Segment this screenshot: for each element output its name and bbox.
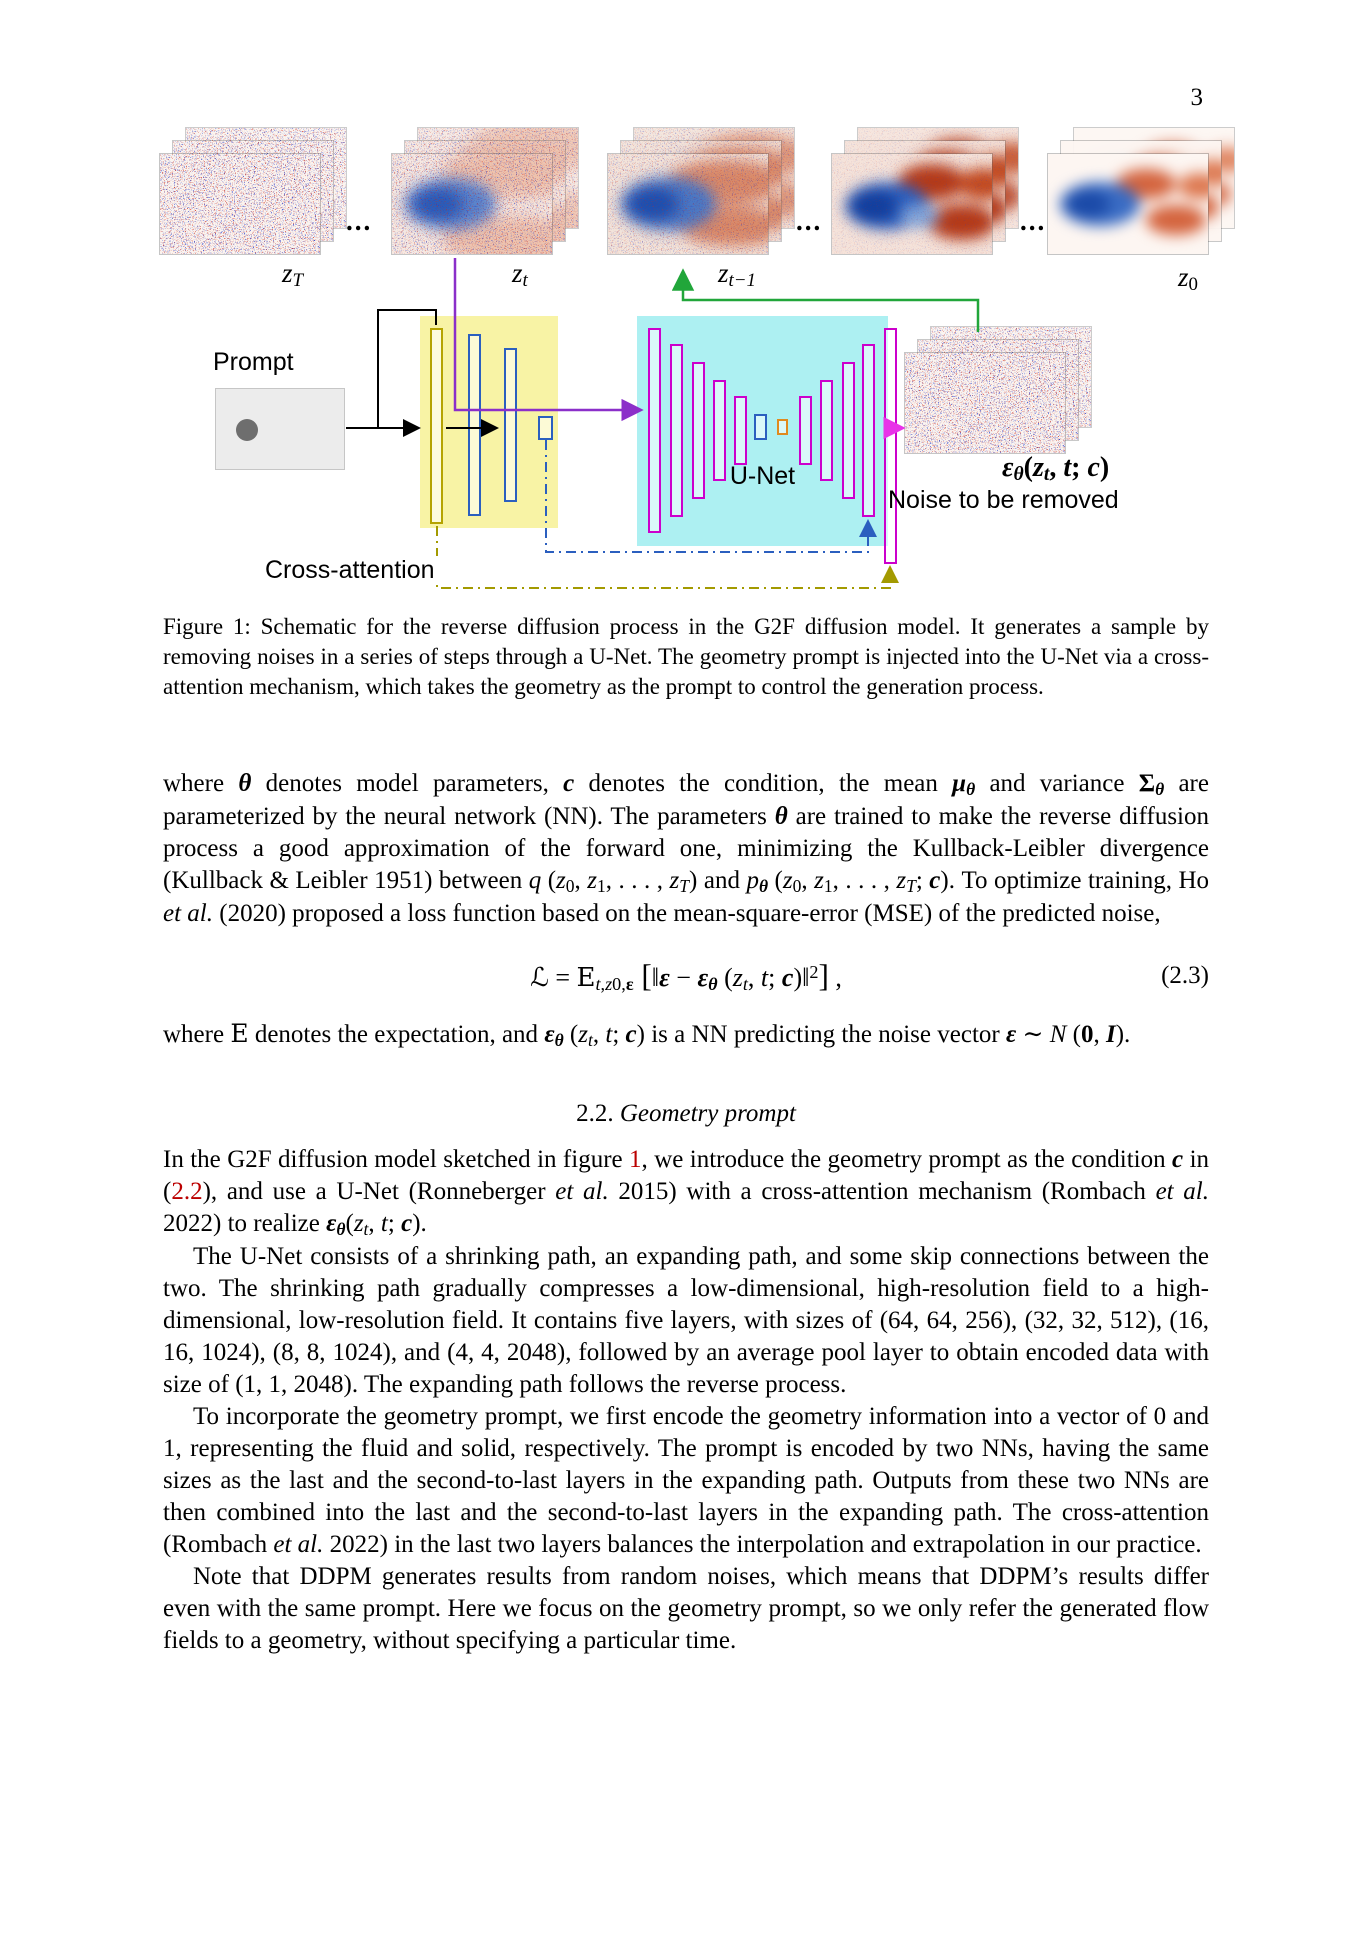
text-segment: p — [746, 867, 759, 894]
paragraph-geometry-prompt-intro — [163, 1144, 1209, 1241]
text-segment: E — [230, 1019, 249, 1048]
paragraph-unet-structure — [163, 1241, 1209, 1401]
article-content — [163, 0, 1209, 1657]
cross-attention-label: Cross-attention — [262, 556, 438, 585]
text-segment: ε — [659, 963, 670, 992]
text-segment: z — [669, 867, 680, 894]
text-segment: 2022) in the last two layers balances the interpolation and extrapolation in our practice. — [323, 1531, 1202, 1558]
text-segment: T — [679, 875, 690, 896]
text-segment: (2020) proposed a loss function based on the mean-square-error (MSE) of the predicted noise, — [213, 900, 1161, 927]
text-segment: 1 — [823, 875, 833, 896]
text-segment: ∼ — [1016, 1021, 1050, 1048]
text-segment: θ — [966, 778, 976, 799]
text-segment: Σ — [1138, 770, 1156, 797]
text-segment: are parameterized by the neural network (NN). The parameters — [163, 770, 1209, 830]
text-segment: , — [828, 963, 842, 992]
page-number: 3 — [1190, 84, 1203, 111]
text-segment: z — [353, 1210, 364, 1237]
text-segment: T — [292, 270, 304, 292]
text-segment: z — [896, 867, 907, 894]
text-segment: t — [380, 1210, 388, 1237]
text-segment: − — [669, 963, 698, 992]
text-segment: z — [732, 963, 743, 992]
text-segment: 0 — [565, 875, 575, 896]
text-segment: ; — [1071, 452, 1088, 483]
text-segment: θ — [708, 974, 718, 994]
text-segment: Geometry prompt — [619, 1100, 796, 1127]
text-segment: t — [522, 270, 528, 292]
noise-to-be-removed-label: Noise to be removed — [888, 486, 1119, 514]
text-segment: c — [625, 1021, 637, 1048]
text-segment: ( — [768, 867, 783, 894]
text-segment: ε — [544, 1021, 555, 1048]
text-segment: t — [587, 1029, 593, 1050]
text-segment: denotes model parameters, — [251, 770, 564, 797]
text-segment: ( — [1023, 452, 1033, 483]
text-segment: 2 — [809, 961, 819, 982]
text-segment: θ — [1013, 464, 1024, 486]
equation-2-3 — [163, 958, 1209, 994]
text-segment: θ — [238, 770, 252, 797]
text-segment: z — [814, 867, 824, 894]
text-segment: denotes the expectation, and — [248, 1021, 545, 1048]
text-segment: ‖ — [802, 963, 810, 992]
text-segment: ε — [1005, 1021, 1017, 1048]
text-segment: ] — [818, 958, 829, 993]
text-segment: , we introduce the geometry prompt as the condition — [641, 1146, 1173, 1173]
text-segment: ℒ — [530, 963, 549, 993]
text-segment: c — [781, 963, 794, 992]
text-segment: ). To optimize training, Ho — [940, 867, 1210, 894]
text-segment: , — [801, 867, 815, 894]
text-segment: θ — [758, 875, 769, 896]
text-segment: ( — [541, 867, 557, 894]
text-segment: , — [1093, 1021, 1106, 1048]
section-heading-2-2 — [163, 1100, 1209, 1128]
text-segment: c — [929, 867, 941, 894]
text-segment: z — [1032, 452, 1044, 483]
paragraph-ddpm-note — [163, 1561, 1209, 1657]
text-segment: z — [605, 974, 613, 994]
text-segment: c — [401, 1210, 413, 1237]
text-segment: ). — [412, 1210, 427, 1237]
text-segment: θ — [1155, 778, 1165, 799]
text-segment: T — [906, 875, 916, 896]
text-segment: , — [574, 867, 588, 894]
text-segment: 2022) to realize — [163, 1210, 327, 1237]
text-segment: θ — [336, 1218, 346, 1239]
text-segment: ε — [326, 1210, 337, 1237]
text-segment: 0 — [612, 974, 622, 994]
figure-caption: Figure 1: Schematic for the reverse diffusion process in the G2F diffusion model. It generates a sample by removing noises in a series of steps through a U-Net. The geometry prompt is injected into the U-Net via a cross-attention mechanism, which takes the geometry as the prompt to control the generation process. — [163, 614, 1209, 699]
text-segment: t — [363, 1218, 369, 1239]
internal-link[interactable]: 1 — [629, 1146, 642, 1173]
text-segment: t — [595, 974, 601, 994]
text-segment: et al. — [1155, 1178, 1209, 1205]
text-segment: where — [163, 770, 239, 797]
text-segment: ) is a NN predicting the noise vector — [636, 1021, 1006, 1048]
text-segment: z — [1178, 262, 1189, 292]
text-segment: t — [760, 963, 769, 992]
text-segment: z — [718, 258, 729, 288]
text-segment: , . . . , — [605, 867, 670, 894]
text-segment: θ — [774, 803, 788, 830]
text-segment: ( — [1066, 1021, 1081, 1048]
text-segment: in ( — [163, 1146, 1210, 1205]
text-segment: ; — [612, 1021, 626, 1048]
text-segment: = — [548, 963, 577, 992]
text-segment: , — [747, 963, 761, 992]
text-segment: The U-Net consists of a shrinking path, an expanding path, and some skip connections between the two. The shrinking path gradually compresses a low-dimensional, high-resolution field to a high-dimensional, low-resolution field. It contains five layers, with sizes of (64, 64, 256), (32, 32, 512), (16, 16, 1024), (8, 8, 1024), and (4, 4, 2048), followed by an average pool layer to obtain encoded data with size of (1, 1, 2048). The expanding path follows the reverse process. — [163, 1243, 1209, 1398]
text-segment: ; — [915, 867, 930, 894]
text-segment: z — [782, 867, 793, 894]
text-segment: , — [621, 974, 626, 994]
text-segment: , — [1049, 452, 1064, 483]
text-segment: ( — [563, 1021, 579, 1048]
text-segment: , . . . , — [832, 867, 897, 894]
text-segment: where — [163, 1021, 231, 1048]
text-segment: 2.2. — [576, 1100, 620, 1127]
text-segment: To incorporate the geometry prompt, we first encode the geometry information into a vector of 0 and 1, representing the fluid and solid, respectively. The prompt is encoded by two NNs, having the same sizes as the last and the second-to-last layers in the expanding path. Outputs from these two NNs are then combined into the last and the second-to-last layers in the expanding path. The cross-attention (Rombach — [163, 1403, 1209, 1558]
prompt-label: Prompt — [213, 348, 294, 376]
text-segment: ; — [387, 1210, 402, 1237]
text-segment: z — [512, 258, 523, 288]
text-segment: [ — [633, 958, 652, 993]
text-segment: ) — [793, 963, 803, 992]
text-segment: and variance — [975, 770, 1139, 797]
text-segment: 2015) with a cross-attention mechanism (Rombach — [608, 1178, 1156, 1205]
text-segment: z — [282, 258, 293, 288]
text-segment: , — [368, 1210, 381, 1237]
text-segment: θ — [554, 1029, 564, 1050]
text-segment: ε — [1002, 452, 1014, 483]
text-segment: t — [1063, 452, 1072, 483]
text-segment: 0 — [1080, 1021, 1094, 1048]
text-segment: In the G2F diffusion model sketched in figure — [163, 1146, 630, 1173]
equation-number: (2.3) — [1161, 962, 1209, 989]
text-segment: z — [587, 867, 598, 894]
text-segment: , — [600, 974, 606, 994]
text-segment: t — [605, 1021, 613, 1048]
text-segment: denotes the condition, the mean — [574, 770, 953, 797]
text-segment: ; — [768, 963, 782, 992]
text-segment: 0 — [792, 875, 802, 896]
text-segment: ‖ — [651, 963, 660, 992]
text-segment: μ — [952, 770, 967, 797]
text-segment: I — [1105, 1021, 1116, 1048]
text-segment: z — [556, 867, 566, 894]
text-segment: q — [528, 867, 542, 894]
text-segment: ( — [717, 963, 733, 992]
ellipsis: ... — [346, 206, 373, 236]
text-segment: ) — [1099, 452, 1110, 483]
ellipsis: ... — [796, 206, 823, 236]
text-segment: et al. — [273, 1531, 324, 1558]
paragraph-expectation — [163, 1018, 1209, 1052]
text-segment: ), and use a U-Net (Ronneberger — [202, 1178, 556, 1205]
text-segment: E — [576, 963, 596, 993]
paragraph-model-parameters — [163, 768, 1209, 930]
text-segment: 1 — [597, 875, 606, 896]
text-segment: ε — [697, 963, 709, 992]
text-segment: ). — [1115, 1021, 1131, 1048]
text-segment: N — [1049, 1021, 1067, 1048]
text-segment: et al. — [163, 900, 213, 927]
text-segment: t — [742, 974, 748, 994]
unet-label: U-Net — [729, 462, 796, 490]
text-segment: Note that DDPM generates results from random noises, which means that DDPM’s results differ even with the same prompt. Here we focus on the geometry prompt, so we only refer the generated flow fields to a geometry, without specifying a particular time. — [163, 1563, 1209, 1654]
text-segment: 0 — [1188, 274, 1198, 296]
text-segment: c — [1087, 452, 1100, 483]
ellipsis: ... — [1020, 206, 1047, 236]
text-segment: t−1 — [728, 270, 756, 292]
text-segment: ε — [625, 974, 634, 994]
text-segment: t — [1043, 464, 1050, 486]
text-segment: are trained to make the reverse diffusion process a good approximation of the forward one, minimizing the Kullback-Leibler divergence (Kullback & Leibler 1951) between — [163, 803, 1209, 894]
text-segment: et al. — [555, 1178, 609, 1205]
text-segment: , — [592, 1021, 606, 1048]
equation-content — [530, 958, 842, 994]
text-segment: c — [563, 770, 575, 797]
text-segment: ( — [345, 1210, 354, 1237]
paragraph-prompt-encoding — [163, 1401, 1209, 1561]
text-segment: c — [1172, 1146, 1184, 1173]
text-segment: ) and — [689, 867, 747, 894]
internal-link[interactable]: 2.2 — [171, 1178, 203, 1205]
text-segment: z — [578, 1021, 588, 1048]
